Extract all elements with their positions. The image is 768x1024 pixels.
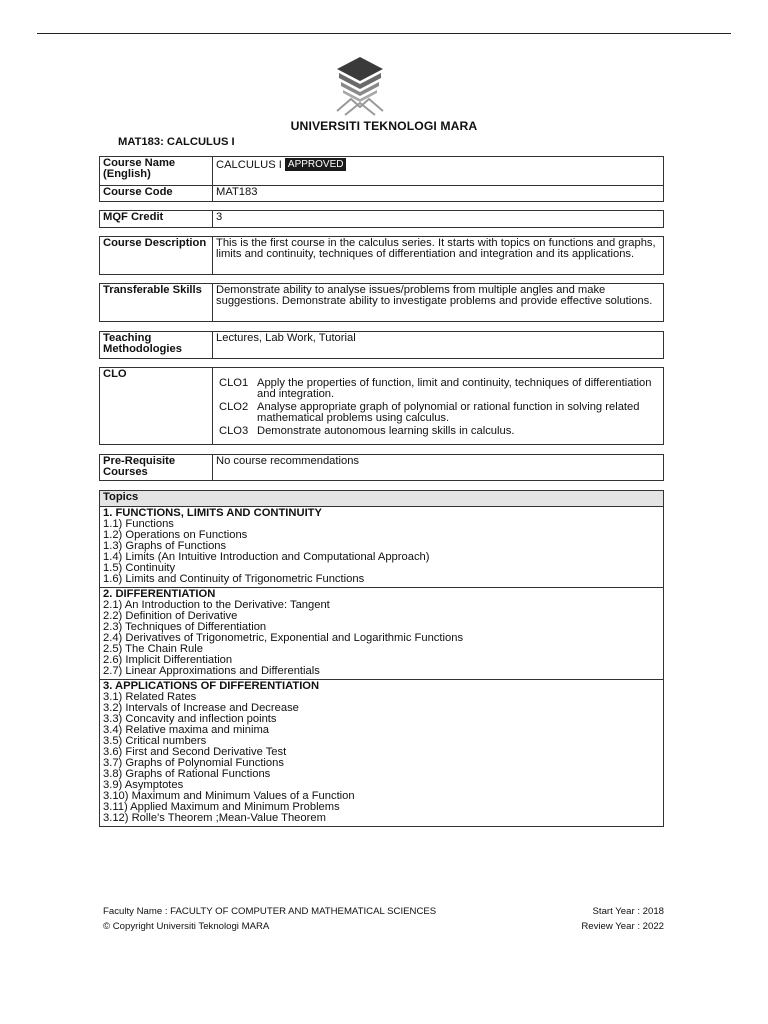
topic-item: 3.6) First and Second Derivative Test — [103, 746, 287, 758]
topic-item: 2.2) Definition of Derivative — [103, 610, 238, 622]
topic-section-title: 2. DIFFERENTIATION — [103, 588, 216, 600]
topic-section — [100, 588, 664, 680]
topic-item: 3.7) Graphs of Polynomial Functions — [103, 757, 284, 769]
description-label: Course Description — [100, 237, 213, 275]
topic-item: 2.4) Derivatives of Trigonometric, Exponential and Logarithmic Functions — [103, 632, 464, 644]
prerequisite-label: Pre-Requisite Courses — [100, 455, 213, 481]
topic-item: 3.12) Rolle's Theorem ;Mean-Value Theorem — [103, 812, 326, 824]
clo-id: CLO2 — [219, 401, 249, 413]
topic-item: 1.2) Operations on Functions — [103, 529, 248, 541]
clo-id: CLO1 — [219, 377, 249, 389]
clo-item — [216, 426, 660, 437]
clo-item — [216, 402, 660, 424]
topic-section — [100, 680, 664, 827]
topic-item: 3.1) Related Rates — [103, 691, 197, 703]
topic-item: 3.2) Intervals of Increase and Decrease — [103, 702, 299, 714]
clo-list — [213, 368, 664, 445]
course-name-text: CALCULUS I — [216, 159, 282, 171]
topic-item: 2.1) An Introduction to the Derivative: Tangent — [103, 599, 330, 611]
course-name-value — [213, 157, 664, 186]
university-logo — [331, 55, 389, 119]
teaching-table — [99, 331, 664, 359]
clo-text: Demonstrate autonomous learning skills in calculus. — [257, 425, 515, 437]
topic-item: 3.8) Graphs of Rational Functions — [103, 768, 271, 780]
mqf-value: 3 — [213, 211, 664, 228]
skills-value: Demonstrate ability to analyse issues/problems from multiple angles and make suggestions. Demonstrate ability to investigate problems and provide effective solutions. — [213, 284, 664, 322]
copyright: © Copyright Universiti Teknologi MARA — [103, 921, 270, 932]
topic-item: 3.3) Concavity and inflection points — [103, 713, 277, 725]
skills-label: Transferable Skills — [100, 284, 213, 322]
course-identity-table — [99, 156, 664, 202]
clo-table — [99, 367, 664, 445]
description-table — [99, 236, 664, 275]
teaching-value: Lectures, Lab Work, Tutorial — [213, 332, 664, 359]
clo-label: CLO — [100, 368, 213, 445]
topic-item: 1.5) Continuity — [103, 562, 176, 574]
course-heading: MAT183: CALCULUS I — [118, 136, 235, 148]
topic-item: 3.11) Applied Maximum and Minimum Problems — [103, 801, 340, 813]
top-rule — [37, 33, 731, 34]
review-year: Review Year : 2022 — [581, 921, 664, 932]
topics-table — [99, 490, 664, 827]
description-value: This is the first course in the calculus series. It starts with topics on functions and graphs, limits and continuity, techniques of differentiation and integration and its applications. — [213, 237, 664, 275]
clo-item — [216, 378, 660, 400]
course-code-value: MAT183 — [213, 186, 664, 202]
topic-item: 1.4) Limits (An Intuitive Introduction and Computational Approach) — [103, 551, 430, 563]
topic-item: 1.3) Graphs of Functions — [103, 540, 227, 552]
topic-item: 3.5) Critical numbers — [103, 735, 207, 747]
topic-item: 2.3) Techniques of Differentiation — [103, 621, 267, 633]
topic-section — [100, 507, 664, 588]
topic-item: 1.6) Limits and Continuity of Trigonometric Functions — [103, 573, 365, 585]
topic-section-title: 1. FUNCTIONS, LIMITS AND CONTINUITY — [103, 507, 322, 519]
topic-item: 1.1) Functions — [103, 518, 174, 530]
topic-item: 2.7) Linear Approximations and Differentials — [103, 665, 320, 677]
university-name: UNIVERSITI TEKNOLOGI MARA — [290, 119, 478, 133]
clo-id: CLO3 — [219, 425, 249, 437]
start-year: Start Year : 2018 — [592, 906, 664, 917]
approved-badge: APPROVED — [285, 158, 347, 171]
topic-item: 3.4) Relative maxima and minima — [103, 724, 270, 736]
mqf-table — [99, 210, 664, 228]
course-code-label: Course Code — [100, 186, 213, 202]
faculty-name: Faculty Name : FACULTY OF COMPUTER AND MATHEMATICAL SCIENCES — [103, 906, 437, 917]
topic-section-title: 3. APPLICATIONS OF DIFFERENTIATION — [103, 680, 320, 692]
topic-item: 3.9) Asymptotes — [103, 779, 184, 791]
clo-text: Analyse appropriate graph of polynomial or rational function in solving related mathematical problems using calculus. — [257, 401, 640, 424]
topic-item: 2.6) Implicit Differentiation — [103, 654, 233, 666]
topic-item: 2.5) The Chain Rule — [103, 643, 203, 655]
skills-table — [99, 283, 664, 322]
topics-header: Topics — [100, 491, 664, 507]
mqf-label: MQF Credit — [100, 211, 213, 228]
prerequisite-table — [99, 454, 664, 481]
topic-item: 3.10) Maximum and Minimum Values of a Function — [103, 790, 355, 802]
prerequisite-value: No course recommendations — [213, 455, 664, 481]
course-name-label: Course Name (English) — [100, 157, 213, 186]
clo-text: Apply the properties of function, limit and continuity, techniques of differentiation and integration. — [257, 377, 652, 400]
teaching-label: Teaching Methodologies — [100, 332, 213, 359]
